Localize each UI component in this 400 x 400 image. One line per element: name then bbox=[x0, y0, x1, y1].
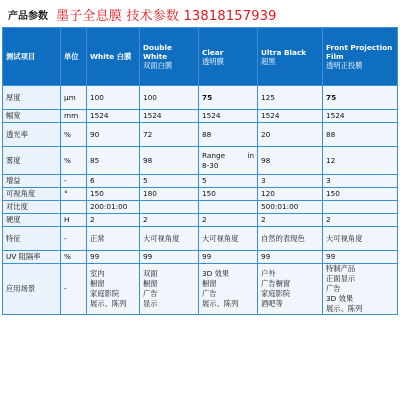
table-cell: 1524 bbox=[323, 110, 398, 123]
table-cell: 12 bbox=[323, 147, 398, 175]
unit-cell: ° bbox=[61, 188, 87, 201]
row-label: 透光率 bbox=[3, 123, 61, 147]
table-cell: 85 bbox=[87, 147, 140, 175]
table-cell: 98 bbox=[258, 147, 323, 175]
application-line: 家庭影院 bbox=[261, 289, 291, 298]
table-cell: 99 bbox=[199, 251, 258, 264]
application-line: 酒吧等 bbox=[261, 299, 283, 308]
table-cell: 大可视角度 bbox=[323, 227, 398, 251]
column-header: Ultra Black 超黑 bbox=[258, 28, 323, 86]
table-cell bbox=[323, 264, 398, 315]
table-cell: 100 bbox=[140, 86, 199, 110]
table-cell: 2 bbox=[140, 214, 199, 227]
unit-cell: % bbox=[61, 147, 87, 175]
unit-cell: μm bbox=[61, 86, 87, 110]
unit-cell: - bbox=[61, 264, 87, 315]
application-line: 室内 bbox=[90, 269, 105, 278]
table-cell: 88 bbox=[323, 123, 398, 147]
table-cell: 3 bbox=[323, 175, 398, 188]
table-cell: 150 bbox=[323, 188, 398, 201]
table-row bbox=[3, 86, 398, 110]
table-cell: 2 bbox=[258, 214, 323, 227]
table-cell: 5 bbox=[199, 175, 258, 188]
table-cell: 100 bbox=[87, 86, 140, 110]
table-cell: 3 bbox=[258, 175, 323, 188]
unit-cell: % bbox=[61, 251, 87, 264]
table-cell: 98 bbox=[140, 147, 199, 175]
application-line: 广告 bbox=[143, 289, 158, 298]
unit-cell: % bbox=[61, 123, 87, 147]
row-label: 应用场景 bbox=[3, 264, 61, 315]
table-cell: 大可视角度 bbox=[140, 227, 199, 251]
table-row bbox=[3, 214, 398, 227]
table-cell bbox=[87, 264, 140, 315]
column-header: White 白膜 bbox=[87, 28, 140, 86]
table-cell: 150 bbox=[199, 188, 258, 201]
table-cell: 5 bbox=[140, 175, 199, 188]
section-label: 产品参数 bbox=[8, 11, 48, 22]
unit-cell: - bbox=[61, 227, 87, 251]
column-header: Clear 透明膜 bbox=[199, 28, 258, 86]
table-cell: 6 bbox=[87, 175, 140, 188]
table-cell: 99 bbox=[323, 251, 398, 264]
spec-table bbox=[2, 27, 398, 315]
table-cell bbox=[140, 201, 199, 214]
table-row bbox=[3, 264, 398, 315]
application-line: 3D 效果 bbox=[326, 294, 354, 303]
row-label: UV 阻隔率 bbox=[3, 251, 61, 264]
unit-cell: H bbox=[61, 214, 87, 227]
page-title: 墨子全息膜 技术参数 13818157939 bbox=[56, 9, 277, 24]
application-line: 3D 效果 bbox=[202, 269, 230, 278]
table-cell: 150 bbox=[87, 188, 140, 201]
row-label: 硬度 bbox=[3, 214, 61, 227]
table-cell: 90 bbox=[87, 123, 140, 147]
table-cell: 200:01:00 bbox=[87, 201, 140, 214]
application-line: 展示、陈列 bbox=[326, 304, 363, 313]
application-line: 显示 bbox=[143, 299, 158, 308]
table-row bbox=[3, 201, 398, 214]
column-header: Double White 双面白膜 bbox=[140, 28, 199, 86]
table-cell: 99 bbox=[87, 251, 140, 264]
range-word: Range bbox=[202, 150, 226, 160]
application-line: 正面显示 bbox=[326, 274, 356, 283]
table-cell: 75 bbox=[199, 86, 258, 110]
table-cell: 1524 bbox=[140, 110, 199, 123]
application-line: 广告 bbox=[326, 284, 341, 293]
application-line: 户外 bbox=[261, 269, 276, 278]
row-label: 雾度 bbox=[3, 147, 61, 175]
table-cell bbox=[199, 264, 258, 315]
table-row bbox=[3, 227, 398, 251]
table-cell: 2 bbox=[87, 214, 140, 227]
unit-cell bbox=[61, 201, 87, 214]
table-cell bbox=[140, 264, 199, 315]
unit-cell: - bbox=[61, 175, 87, 188]
table-cell: 1524 bbox=[87, 110, 140, 123]
table-row bbox=[3, 147, 398, 175]
table-cell: 正常 bbox=[87, 227, 140, 251]
table-row bbox=[3, 175, 398, 188]
table-cell: 125 bbox=[258, 86, 323, 110]
application-line: 特制产品 bbox=[326, 264, 356, 273]
application-line: 橱窗 bbox=[90, 279, 105, 288]
table-cell: 99 bbox=[140, 251, 199, 264]
table-row bbox=[3, 188, 398, 201]
application-line: 广告橱窗 bbox=[261, 279, 291, 288]
application-line: 橱窗 bbox=[143, 279, 158, 288]
table-cell: 72 bbox=[140, 123, 199, 147]
table-cell: 500:01:00 bbox=[258, 201, 323, 214]
table-header-row bbox=[3, 28, 398, 86]
application-line: 展示、陈列 bbox=[90, 299, 127, 308]
table-cell bbox=[323, 201, 398, 214]
table-row bbox=[3, 251, 398, 264]
table-row bbox=[3, 123, 398, 147]
unit-cell: mm bbox=[61, 110, 87, 123]
range-value: 8-30 bbox=[202, 160, 219, 170]
range-word: in bbox=[247, 150, 254, 160]
column-header: Front Projection Film 透明正投膜 bbox=[323, 28, 398, 86]
table-cell: 99 bbox=[258, 251, 323, 264]
table-row bbox=[3, 110, 398, 123]
row-label: 对比度 bbox=[3, 201, 61, 214]
table-cell: 自然的表现色 bbox=[258, 227, 323, 251]
row-label: 特征 bbox=[3, 227, 61, 251]
column-header: 单位 bbox=[61, 28, 87, 86]
table-cell: 2 bbox=[323, 214, 398, 227]
table-cell: 88 bbox=[199, 123, 258, 147]
table-cell bbox=[199, 147, 258, 175]
table-cell: 120 bbox=[258, 188, 323, 201]
column-header: 测试项目 bbox=[3, 28, 61, 86]
table-cell bbox=[199, 201, 258, 214]
table-cell: 大可视角度 bbox=[199, 227, 258, 251]
table-cell: 1524 bbox=[258, 110, 323, 123]
table-cell: 20 bbox=[258, 123, 323, 147]
application-line: 广告 bbox=[202, 289, 217, 298]
application-line: 展示、陈列 bbox=[202, 299, 239, 308]
application-line: 橱窗 bbox=[202, 279, 217, 288]
table-cell: 1524 bbox=[199, 110, 258, 123]
table-cell bbox=[258, 264, 323, 315]
table-cell: 75 bbox=[323, 86, 398, 110]
row-label: 厚度 bbox=[3, 86, 61, 110]
title-bar bbox=[0, 0, 400, 26]
table-cell: 2 bbox=[199, 214, 258, 227]
table-cell: 180 bbox=[140, 188, 199, 201]
row-label: 增益 bbox=[3, 175, 61, 188]
range-line bbox=[202, 151, 254, 161]
row-label: 可视角度 bbox=[3, 188, 61, 201]
row-label: 幅宽 bbox=[3, 110, 61, 123]
application-line: 家庭影院 bbox=[90, 289, 120, 298]
application-line: 双面 bbox=[143, 269, 158, 278]
